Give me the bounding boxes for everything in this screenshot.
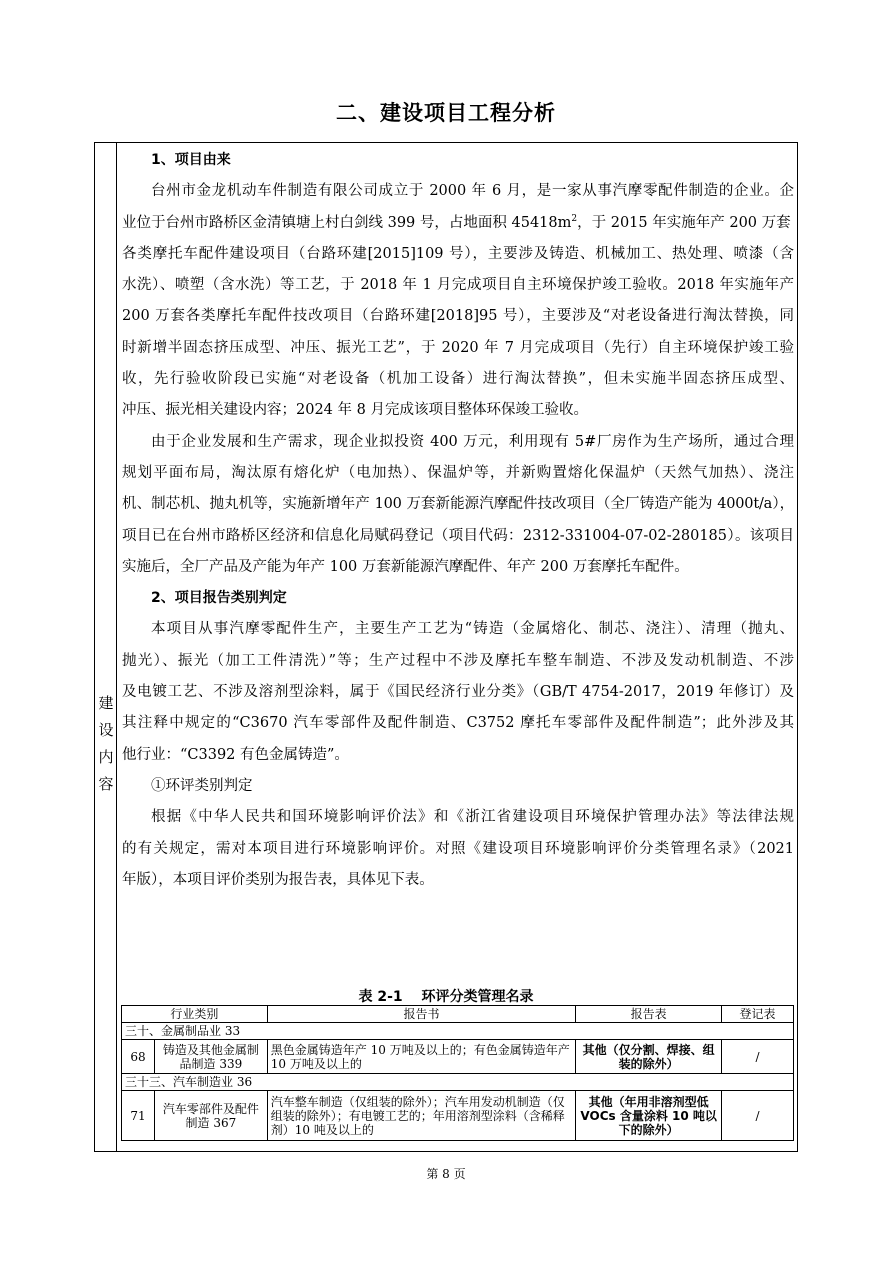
paragraph-line: 时新增半固态挤压成型、冲压、振光工艺”，于 2020 年 7 月完成项目（先行）自主环境保护竣工验 [122, 339, 794, 356]
paragraph-line: 业位于台州市路桥区金清镇塘上村白剑线 399 号，占地面积 $45418m^2$，于 2015 年实施年产 200 万套 [122, 213, 791, 231]
side-label [95, 690, 117, 798]
table-row [122, 1040, 794, 1074]
paragraph-line: 由于企业发展和生产需求，现企业拟投资 400 万元，利用现有 5#厂房作为生产场所，通过合理 [151, 433, 794, 450]
row-report-form: 其他（年用非溶剂型低 VOCs 含量涂料 10 吨以下的除外） [576, 1091, 722, 1141]
paragraph-line: 收，先行验收阶段已实施“对老设备（机加工设备）进行淘汰替换”，但未实施半固态挤压成型、 [122, 371, 794, 388]
heading-report-category: 2、项目报告类别判定 [151, 590, 287, 607]
table-row [122, 1091, 794, 1141]
paragraph-line: 各类摩托车配件建设项目（台路环建[2015]109 号），主要涉及铸造、机械加工、热处理、喷漆（含 [122, 245, 794, 262]
paragraph-line: 水洗）、喷塑（含水洗）等工艺，于 2018 年 1 月完成项目自主环境保护竣工验收。2018 年实施年产 [122, 277, 794, 294]
table-group-row [122, 1023, 794, 1040]
paragraph-line: 项目已在台州市路桥区经济和信息化局赋码登记（项目代码：2312-331004-07-02-280185）。该项目 [122, 527, 794, 544]
row-report-book: 汽车整车制造（仅组装的除外）；汽车用发动机制造（仅组装的除外）；有电镀工艺的；年用溶剂型涂料（含稀释剂）10 吨及以上的 [267, 1091, 575, 1141]
group-metal-products: 三十、金属制品业 33 [122, 1023, 794, 1040]
side-char: 容 [98, 775, 114, 793]
table-group-row [122, 1074, 794, 1091]
side-char: 建 [98, 694, 114, 712]
paragraph-line: 及电镀工艺、不涉及溶剂型涂料，属于《国民经济行业分类》（GB/T 4754-2017，2019 年修订）及 [122, 684, 794, 701]
paragraph-line: 200 万套各类摩托车配件技改项目（台路环建[2018]95 号），主要涉及“对老设备进行淘汰替换，同 [122, 308, 794, 325]
paragraph-line: 其注释中规定的“C3670 汽车零部件及配件制造、C3752 摩托车零部件及配件制造”；此外涉及其 [122, 715, 794, 732]
group-automobile: 三十三、汽车制造业 36 [122, 1074, 794, 1091]
content-body [122, 143, 794, 896]
paragraph-line: 本项目从事汽摩零配件生产，主要生产工艺为“铸造（金属熔化、制芯、浇注）、清理（抛丸、 [151, 621, 794, 638]
row-industry: 铸造及其他金属制品制造 339 [154, 1040, 267, 1074]
page-number: 第 8 页 [426, 1167, 466, 1181]
paragraph-line: 根据《中华人民共和国环境影响评价法》和《浙江省建设项目环境保护管理办法》等法律法规 [151, 809, 794, 826]
row-report-book: 黑色金属铸造年产 10 万吨及以上的；有色金属铸造年产 10 万吨及以上的 [267, 1040, 575, 1074]
side-char: 设 [98, 721, 114, 739]
heading-project-origin: 1、项目由来 [151, 152, 231, 168]
side-char: 内 [98, 748, 114, 766]
table-caption: 表 2-1 环评分类管理名录 [358, 989, 534, 1005]
row-report-form: 其他（仅分割、焊接、组装的除外） [576, 1040, 722, 1074]
row-number: 68 [122, 1040, 155, 1074]
paragraph-line: 年版），本项目评价类别为报告表，具体见下表。 [122, 871, 434, 888]
header-report-book: 报告书 [267, 1006, 575, 1023]
subheading-eia-category: ①环评类别判定 [151, 777, 253, 794]
row-industry: 汽车零部件及配件制造 367 [154, 1091, 267, 1141]
paragraph-line: 抛光）、振光（加工工件清洗）”等；生产过程中不涉及摩托车整车制造、不涉及发动机制造、不涉 [122, 652, 794, 669]
table-header-row [122, 1006, 794, 1023]
paragraph-line: 的有关规定，需对本项目进行环境影响评价。对照《建设项目环境影响评价分类管理名录》（2021 [122, 840, 794, 857]
classification-table [121, 1005, 794, 1141]
row-register: / [722, 1040, 794, 1074]
paragraph-line: 冲压、振光相关建设内容；2024 年 8 月完成该项目整体环保竣工验收。 [122, 402, 588, 419]
header-register: 登记表 [722, 1006, 794, 1023]
paragraph-line: 他行业：“C3392 有色金属铸造”。 [122, 746, 349, 763]
header-industry: 行业类别 [122, 1006, 268, 1023]
header-report-form: 报告表 [576, 1006, 722, 1023]
paragraph-line: 规划平面布局，淘汰原有熔化炉（电加热）、保温炉等，并新购置熔化保温炉（天然气加热）、浇注 [122, 464, 794, 481]
section-title: 二、建设项目工程分析 [336, 101, 556, 125]
row-number: 71 [122, 1091, 155, 1141]
paragraph-line: 台州市金龙机动车件制造有限公司成立于 2000 年 6 月，是一家从事汽摩零配件制造的企业。企 [151, 183, 794, 200]
paragraph-line: 机、制芯机、抛丸机等，实施新增年产 100 万套新能源汽摩配件技改项目（全厂铸造产能为 4000t/a）， [122, 496, 794, 513]
row-register: / [722, 1091, 794, 1141]
paragraph-line: 实施后，全厂产品及产能为年产 100 万套新能源汽摩配件、年产 200 万套摩托车配件。 [122, 558, 689, 575]
